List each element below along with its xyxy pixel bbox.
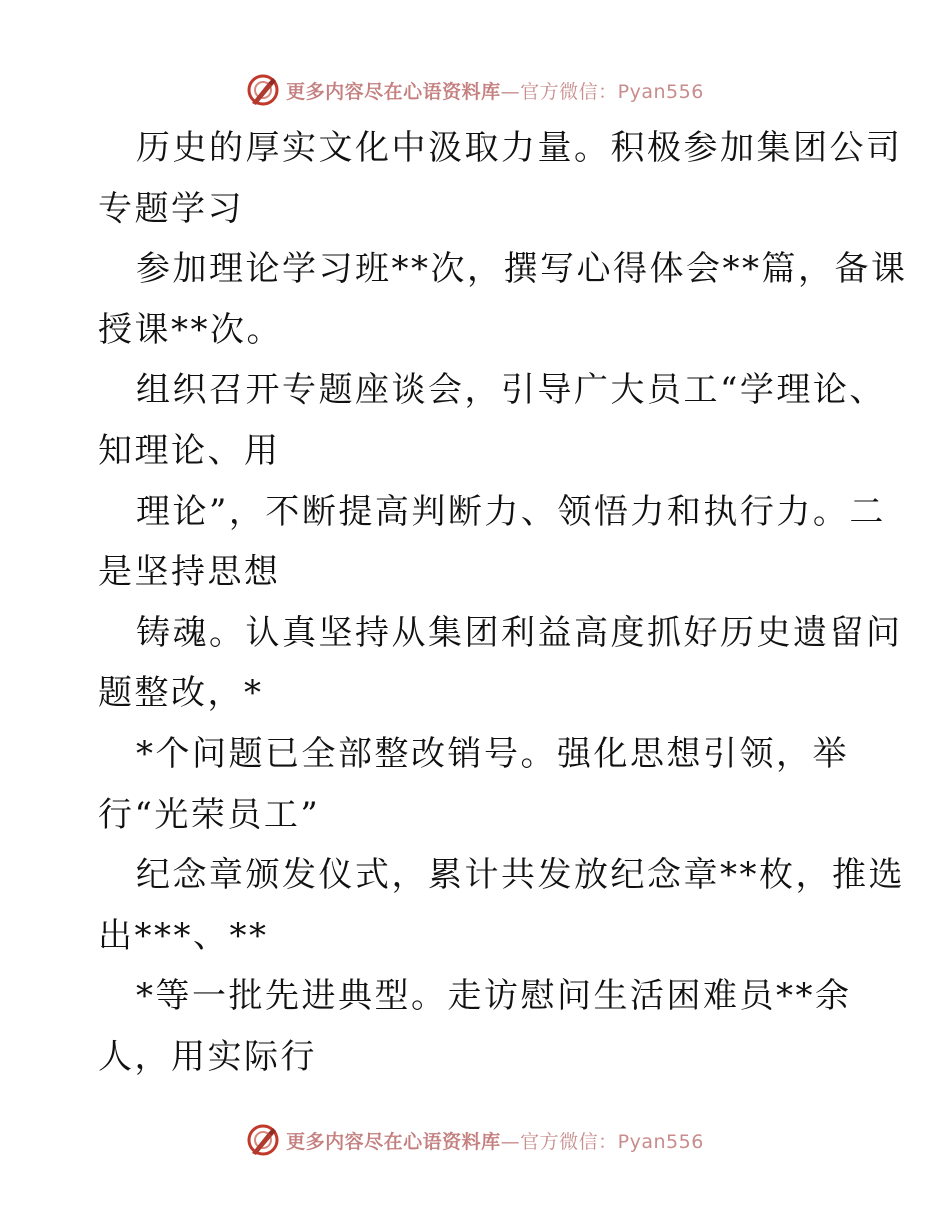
document-body <box>98 118 908 1088</box>
header-watermark <box>246 73 704 107</box>
text-line: 专题学习 <box>98 188 244 229</box>
footer-watermark <box>246 1123 704 1157</box>
text-line: 授课**次。 <box>98 309 283 350</box>
pen-circle-logo-icon <box>246 73 280 107</box>
text-line: 纪念章颁发仪式，累计共发放纪念章**枚，推选 <box>136 855 905 896</box>
text-line: 理论”，不断提高判断力、领悟力和执行力。二 <box>136 491 886 532</box>
text-line: 历史的厚实文化中汲取力量。积极参加集团公司 <box>136 128 903 168</box>
text-line: *个问题已全部整改销号。强化思想引领，举 <box>136 733 849 774</box>
text-line: 行“光荣员工” <box>98 794 321 835</box>
text-line: *等一批先进典型。走访慰问生活困难员**余 <box>136 976 852 1017</box>
watermark-text <box>286 1127 704 1154</box>
watermark-text <box>286 77 704 104</box>
footer-watermark-banner <box>0 1120 950 1160</box>
text-line: 出***、** <box>98 915 269 956</box>
text-line: 组织召开专题座谈会，引导广大员工“学理论、 <box>136 370 886 411</box>
text-line: 参加理论学习班**次，撰写心得体会**篇，备课 <box>136 249 908 290</box>
header-watermark-banner <box>0 70 950 110</box>
text-line: 是坚持思想 <box>98 552 281 593</box>
text-line: 知理论、用 <box>98 430 281 471</box>
pen-circle-logo-icon <box>246 1123 280 1157</box>
watermark-separator: — <box>500 1130 521 1153</box>
text-line: 题整改，* <box>98 673 264 714</box>
watermark-main-text: 更多内容尽在心语资料库 <box>286 1130 501 1153</box>
text-line: 铸魂。认真坚持从集团利益高度抓好历史遗留问 <box>136 612 903 653</box>
watermark-separator: — <box>500 80 521 103</box>
watermark-wechat-text: 官方微信：Pyan556 <box>520 80 704 103</box>
watermark-main-text: 更多内容尽在心语资料库 <box>286 80 501 103</box>
text-line: 人，用实际行 <box>98 1036 317 1077</box>
watermark-wechat-text: 官方微信：Pyan556 <box>520 1130 704 1153</box>
